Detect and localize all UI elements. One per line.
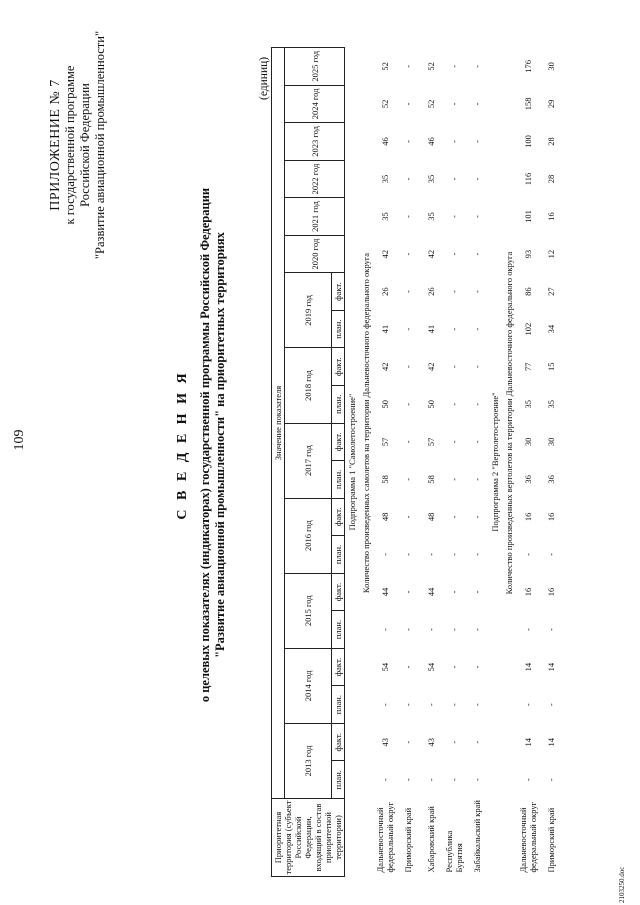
section-row [502,48,516,877]
value-cell: - [545,553,556,556]
value-cell: - [448,703,459,707]
value-cell: 12 [545,249,556,259]
value-cell: - [522,778,533,782]
value-cell: - [471,402,482,406]
value-cell: - [471,740,482,744]
value-cell: 35 [425,212,436,221]
value-cell: - [379,778,390,782]
subprogram-title: Подпрограмма 2 "Вертолетостроение" [490,392,500,532]
value-cell: - [471,628,482,631]
value-cell: 86 [522,287,533,296]
value-cell: 34 [545,324,556,334]
year-header: 2017 год [285,423,332,498]
value-cell: - [471,553,482,556]
indicator-title: Количество произведенных вертолетов на территории Дальневосточного федерального округа [504,251,514,595]
value-cell: - [471,102,482,106]
fact-header: факт. [332,723,345,761]
value-cell: - [402,778,413,782]
territory-cell: Приморский край [402,807,413,873]
value-cell: 26 [425,287,436,296]
value-cell: - [402,327,413,331]
value-cell: 48 [379,512,390,522]
table-row [539,48,562,877]
territory-cell: Дальневосточный федеральный округ [374,801,395,873]
value-cell: 27 [545,287,556,296]
value-cell: 30 [545,62,556,71]
territory-cell: Приморский край [545,807,556,873]
value-cell: 100 [522,135,533,148]
value-cell: 16 [522,512,533,522]
value-cell: 16 [545,587,556,597]
value-cell: 43 [379,737,390,747]
value-cell: 44 [425,587,436,597]
document-heading [175,135,228,755]
value-cell: - [471,703,482,707]
document-subtitle: о целевых показателях (индикаторах) государственной программы Российской Федерации [198,187,212,703]
value-cell: 54 [379,662,390,672]
year-header: 2019 год [285,273,332,348]
year-header: 2023 год [285,123,345,161]
value-cell: 26 [379,287,390,296]
value-cell: 28 [545,174,556,184]
year-header: 2018 год [285,348,332,423]
value-cell: - [402,440,413,444]
value-cell: 42 [425,362,436,371]
territory-header: Приоритетная территория (субъект Российской Федерации, входящий в состав приоритетной территории) [272,799,345,877]
fact-header: факт. [332,648,345,686]
value-cell: - [448,628,459,631]
value-cell: - [402,177,413,181]
year-header: 2025 год [285,48,345,86]
value-cell: - [402,365,413,369]
value-cell: - [402,215,413,218]
value-cell: - [471,64,482,68]
year-header: 2016 год [285,498,332,573]
value-cell: - [471,477,482,481]
value-cell: 93 [522,249,533,259]
subprogram-title: Подпрограмма 1 "Самолетостроение" [347,393,357,531]
plan-header: план. [332,611,345,649]
value-cell: - [471,440,482,444]
value-cell: 30 [522,437,533,447]
value-cell: 43 [425,737,436,747]
value-cell: 77 [522,362,533,371]
value-cell: - [471,327,482,331]
value-cell: - [448,778,459,782]
territory-cell: Хабаровский край [425,806,436,873]
value-cell: 54 [425,662,436,672]
value-cell: - [471,140,482,143]
plan-header: план. [332,536,345,574]
value-cell: - [402,590,413,594]
value-cell: - [379,703,390,707]
values-header: Значение показателя [272,48,285,799]
appendix-title: ПРИЛОЖЕНИЕ № 7 [48,79,63,211]
value-cell: 101 [522,210,533,223]
value-cell: - [448,665,459,669]
value-cell: - [448,365,459,369]
year-header: 2021 год [285,198,345,236]
year-header: 2014 год [285,648,332,723]
value-cell: 36 [522,475,533,484]
value-cell: - [402,290,413,294]
indicators-table [271,47,562,877]
value-cell: - [448,440,459,444]
value-cell: - [471,590,482,594]
table-row [419,48,442,877]
value-cell: - [402,628,413,631]
value-cell: - [402,477,413,481]
value-cell: 30 [545,437,556,447]
units-label: (единиц) [258,56,270,100]
value-cell: - [545,628,556,631]
value-cell: 116 [522,172,533,186]
value-cell: 57 [425,437,436,447]
value-cell: - [522,628,533,631]
section-row [488,48,502,877]
value-cell: 46 [379,137,390,146]
value-cell: - [471,177,482,181]
value-cell: - [379,553,390,556]
value-cell: - [402,140,413,143]
value-cell: - [448,140,459,143]
value-cell: - [471,778,482,782]
territory-cell: Забайкальский край [471,800,482,873]
indicator-title: Количество произведенных самолетов на территории Дальневосточного федерального округа [361,252,371,594]
fact-header: факт. [332,273,345,311]
value-cell: - [402,402,413,406]
fact-header: факт. [332,348,345,386]
appendix-block [48,5,108,285]
value-cell: 48 [425,512,436,522]
year-header: 2020 год [285,235,345,273]
table-row [442,48,465,877]
appendix-line: к государственной программе [63,65,77,225]
year-header: 2015 год [285,573,332,648]
value-cell: - [471,665,482,669]
value-cell: 158 [522,97,533,111]
value-cell: - [471,290,482,294]
value-cell: 52 [425,99,436,109]
value-cell: 176 [522,59,533,73]
value-cell: - [471,365,482,369]
value-cell: - [448,64,459,68]
value-cell: 35 [545,400,556,409]
page-number: 109 [12,429,27,451]
value-cell: - [448,740,459,744]
value-cell: 28 [545,137,556,146]
plan-header: план. [332,461,345,499]
value-cell: - [448,102,459,106]
value-cell: - [425,553,436,556]
value-cell: - [448,215,459,218]
value-cell: 15 [545,362,556,371]
value-cell: 14 [545,737,556,747]
value-cell: 16 [545,212,556,221]
value-cell: - [545,703,556,707]
value-cell: - [448,590,459,594]
value-cell: 35 [379,174,390,184]
value-cell: - [425,628,436,631]
value-cell: 35 [379,212,390,221]
indicators-table-wrap [271,47,562,877]
value-cell: 50 [425,400,436,409]
fact-header: факт. [332,498,345,536]
value-cell: 14 [545,662,556,672]
territory-cell: Республика Бурятия [443,830,464,873]
value-cell: - [402,553,413,556]
value-cell: 57 [379,437,390,447]
value-cell: - [402,102,413,106]
value-cell: - [402,64,413,68]
table-body [345,48,563,877]
value-cell: 41 [425,324,436,334]
value-cell: - [448,290,459,294]
value-cell: - [471,252,482,256]
fact-header: факт. [332,423,345,461]
plan-header: план. [332,761,345,799]
value-cell: 35 [425,174,436,184]
table-row [396,48,419,877]
table-row [465,48,488,877]
value-cell: - [379,628,390,631]
value-cell: 44 [379,587,390,597]
document-id: 2103250.doc [618,866,626,903]
value-cell: 35 [522,400,533,409]
document-subtitle: "Развитие авиационной промышленности" на приоритетных территориях [213,232,227,658]
value-cell: - [448,252,459,256]
value-cell: - [402,665,413,669]
value-cell: 29 [545,99,556,109]
value-cell: 14 [522,662,533,672]
value-cell: 36 [545,475,556,484]
value-cell: 42 [425,249,436,259]
value-cell: 16 [522,587,533,597]
value-cell: - [522,703,533,707]
value-cell: - [402,740,413,744]
value-cell: 102 [522,322,533,336]
appendix-line: Российской Федерации [78,83,92,207]
value-cell: - [471,215,482,218]
value-cell: 16 [545,512,556,522]
table-row [516,48,539,877]
value-cell: - [448,402,459,406]
value-cell: - [545,778,556,782]
value-cell: - [425,703,436,707]
value-cell: 14 [522,737,533,747]
value-cell: 52 [379,62,390,71]
year-header: 2024 год [285,85,345,123]
table-row [373,48,396,877]
plan-header: план. [332,385,345,423]
value-cell: 46 [425,137,436,146]
value-cell: 52 [379,99,390,109]
plan-header: план. [332,310,345,348]
value-cell: 58 [425,475,436,484]
section-row [359,48,373,877]
plan-header: план. [332,686,345,724]
value-cell: - [471,515,482,519]
value-cell: - [448,477,459,481]
year-header: 2022 год [285,160,345,198]
value-cell: - [448,327,459,331]
value-cell: - [402,703,413,707]
value-cell: - [402,252,413,256]
value-cell: - [448,515,459,519]
value-cell: 52 [425,62,436,71]
value-cell: - [448,177,459,181]
section-row [345,48,360,877]
value-cell: - [425,778,436,782]
year-header: 2013 год [285,723,332,798]
value-cell: 58 [379,475,390,484]
value-cell: 50 [379,400,390,409]
value-cell: - [448,553,459,556]
territory-cell: Дальневосточный федеральный округ [517,801,538,873]
value-cell: - [402,515,413,519]
value-cell: 41 [379,324,390,334]
value-cell: 42 [379,362,390,371]
value-cell: 42 [379,249,390,259]
fact-header: факт. [332,573,345,611]
value-cell: - [522,553,533,556]
appendix-line: "Развитие авиационной промышленности" [93,30,107,260]
document-title: С В Е Д Е Н И Я [175,370,190,520]
